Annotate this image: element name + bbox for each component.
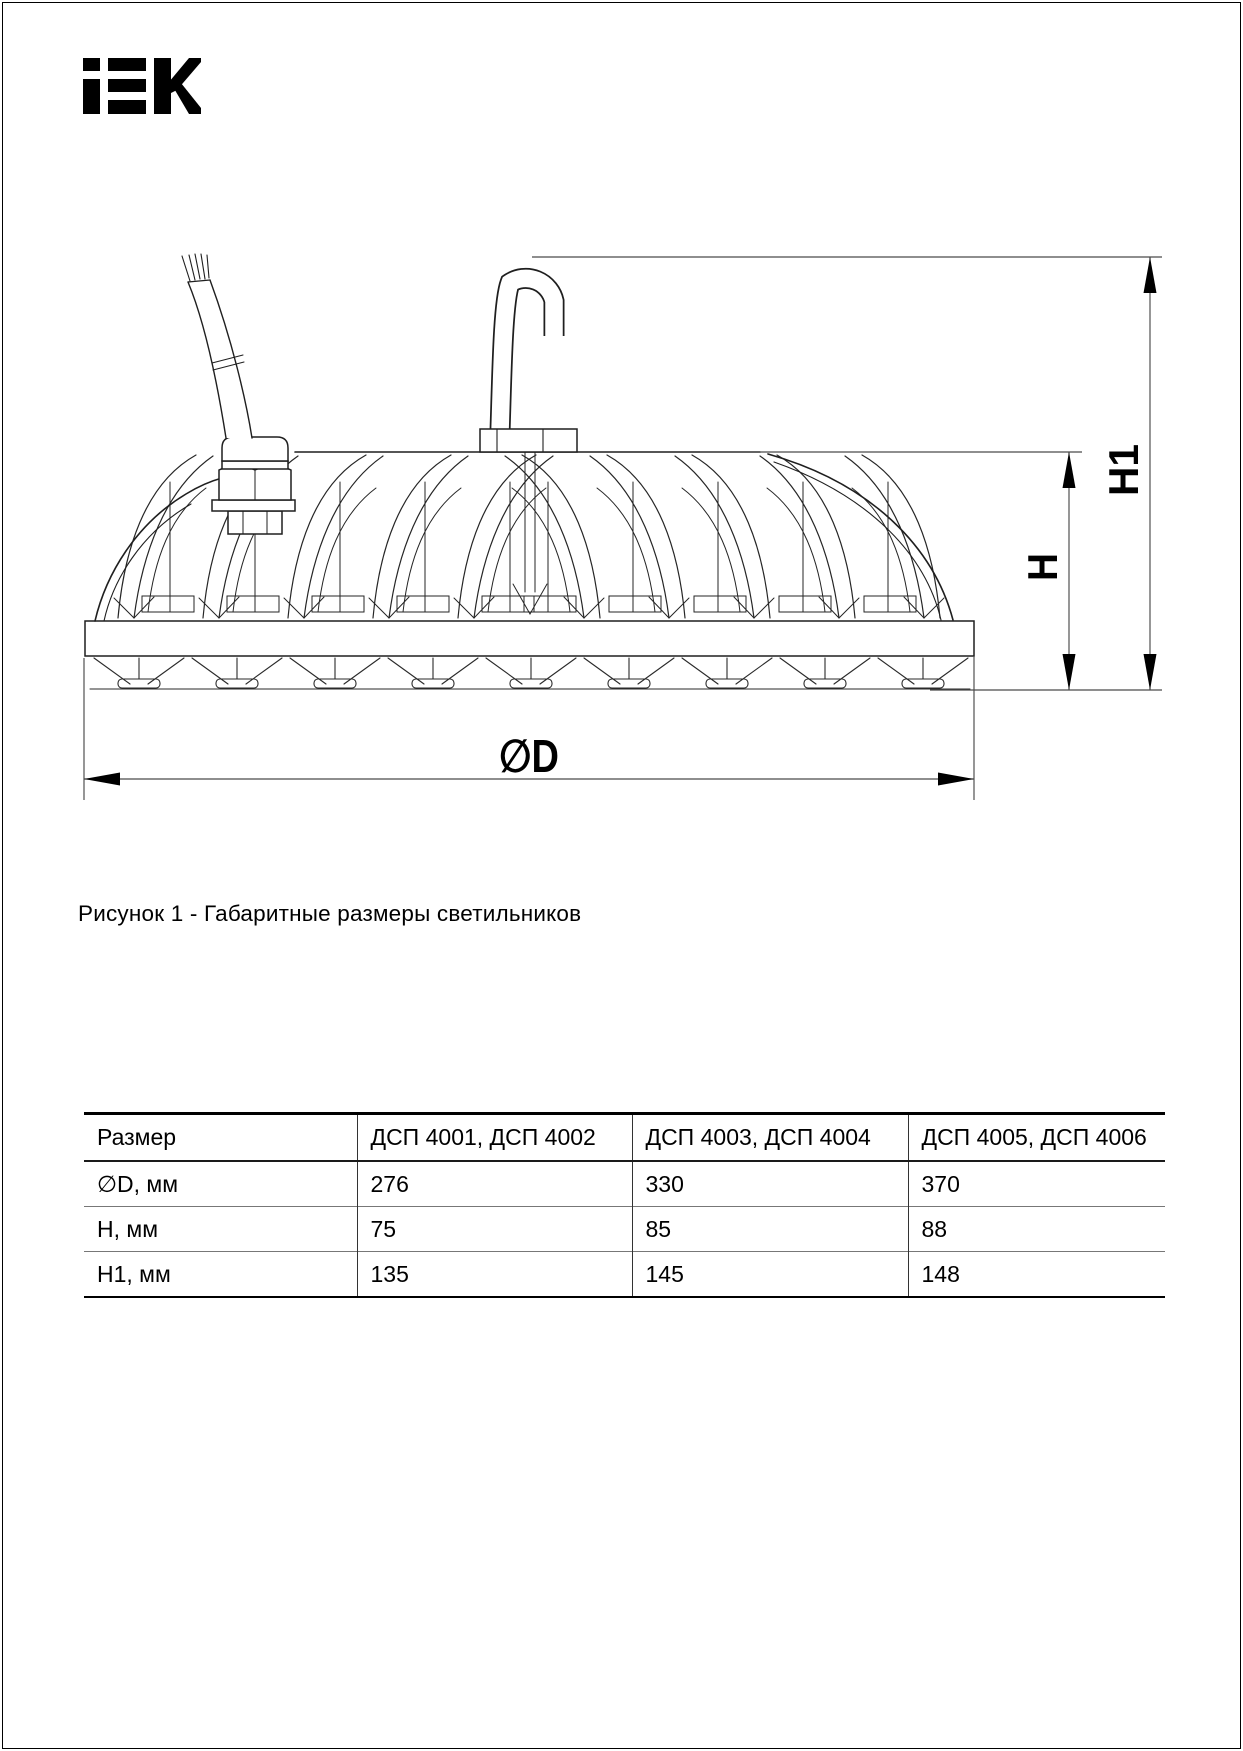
col-header-dsp-4001-4002: ДСП 4001, ДСП 4002 bbox=[357, 1114, 632, 1162]
luminaire-dimension-drawing bbox=[0, 0, 1243, 860]
value-cell: 85 bbox=[632, 1207, 908, 1252]
param-label: ∅D, мм bbox=[97, 1170, 179, 1197]
dimensions-table bbox=[84, 1112, 1165, 1298]
wire-strands bbox=[182, 254, 209, 281]
luminaire-body bbox=[85, 254, 974, 689]
cable-gland bbox=[212, 437, 295, 534]
table-row-diameter bbox=[84, 1161, 1165, 1207]
dim-h bbox=[1019, 452, 1076, 690]
value-cell: 330 bbox=[632, 1161, 908, 1207]
value-cell: 88 bbox=[908, 1207, 1165, 1252]
col-header-dsp-4003-4004: ДСП 4003, ДСП 4004 bbox=[632, 1114, 908, 1162]
table-row-h bbox=[84, 1207, 1165, 1252]
figure-caption: Рисунок 1 - Габаритные размеры светильников bbox=[78, 901, 582, 926]
value-cell: 370 bbox=[908, 1161, 1165, 1207]
base-plate bbox=[85, 621, 974, 656]
value-cell: 135 bbox=[357, 1252, 632, 1298]
bottom-fins bbox=[90, 658, 970, 689]
dim-h1-label: H1 bbox=[1100, 442, 1147, 496]
value-cell: 75 bbox=[357, 1207, 632, 1252]
dim-h-label: H bbox=[1019, 550, 1066, 581]
value-cell: 276 bbox=[357, 1161, 632, 1207]
dim-diameter bbox=[84, 730, 974, 786]
hook bbox=[500, 278, 554, 432]
value-cell: 148 bbox=[908, 1252, 1165, 1298]
col-header-dsp-4005-4006: ДСП 4005, ДСП 4006 bbox=[908, 1114, 1165, 1162]
table-row-h1 bbox=[84, 1252, 1165, 1298]
dim-diameter-label: ∅D bbox=[499, 730, 559, 782]
param-label: H, мм bbox=[84, 1207, 357, 1252]
param-label: H1, мм bbox=[84, 1252, 357, 1298]
dim-h1 bbox=[1100, 257, 1157, 690]
value-cell: 145 bbox=[632, 1252, 908, 1298]
table-header-row bbox=[84, 1114, 1165, 1162]
hook-boss bbox=[480, 429, 577, 452]
cable bbox=[182, 254, 252, 438]
col-header-size: Размер bbox=[84, 1114, 357, 1162]
